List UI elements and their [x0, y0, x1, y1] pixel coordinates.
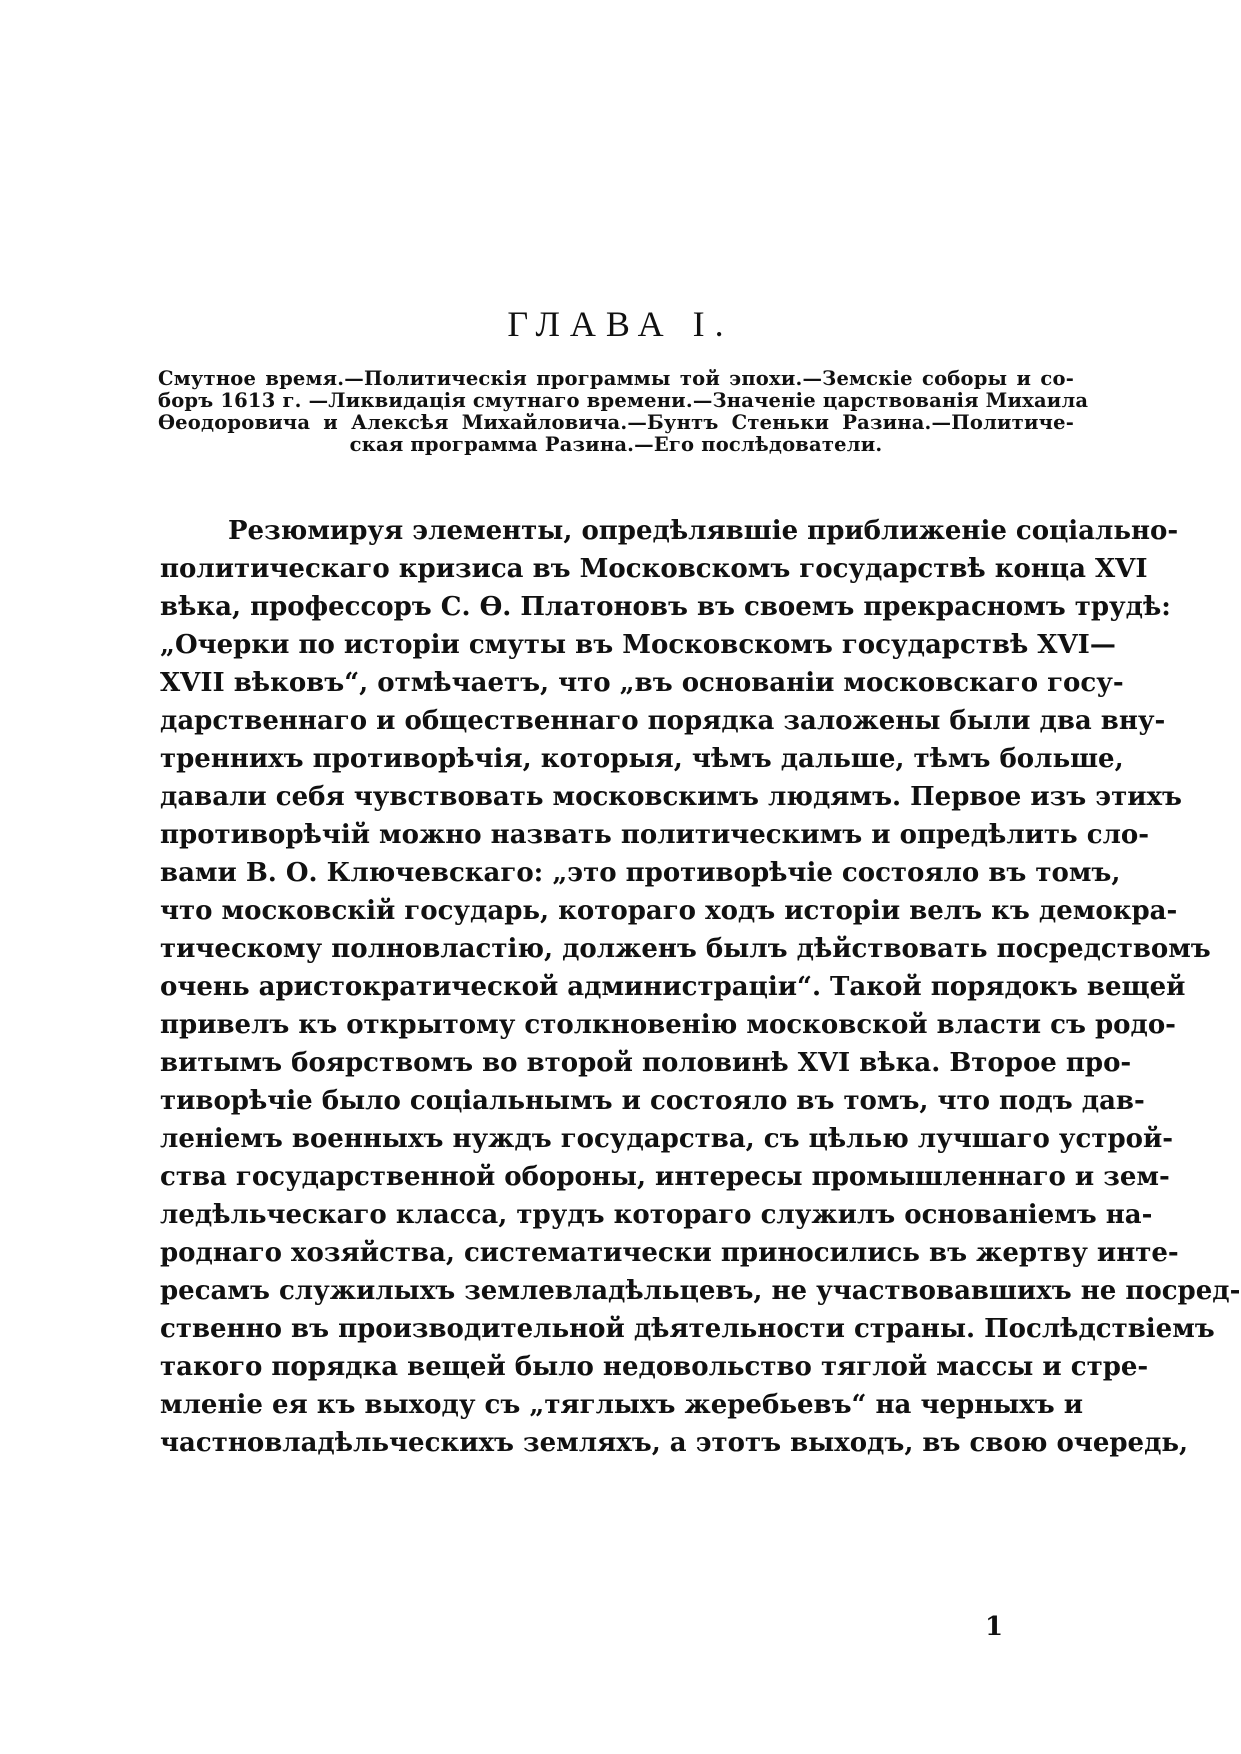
text-line: Резюмируя элементы, опредѣлявшіе приближеніе соціально-	[228, 516, 1179, 546]
text-line: мленіе ея къ выходу съ „тяглыхъ жеребьевъ“ на черныхъ и	[160, 1390, 1084, 1420]
text-line: роднаго хозяйства, систематически приносились въ жертву инте-	[160, 1238, 1179, 1268]
body-paragraph	[160, 512, 1241, 1462]
text-line: вами В. О. Ключевскаго: „это противорѣчіе состояло въ томъ,	[160, 858, 1121, 888]
chapter-title: ГЛАВА I.	[507, 304, 734, 344]
text-line: дарственнаго и общественнаго порядка заложены были два вну-	[160, 706, 1166, 736]
text-line: витымъ боярствомъ во второй половинѣ XVI вѣка. Второе про-	[160, 1048, 1132, 1078]
text-line: ресамъ служилыхъ землевладѣльцевъ, не участвовавшихъ не посред-	[160, 1276, 1241, 1306]
text-line: ледѣльческаго класса, трудъ котораго служилъ основаніемъ на-	[160, 1200, 1153, 1230]
text-line: очень аристократической администраціи“. Такой порядокъ вещей	[160, 972, 1186, 1002]
text-line: „Очерки по исторіи смуты въ Московскомъ государствѣ XVI—	[160, 630, 1116, 660]
text-line: тическому полновластію, долженъ былъ дѣйствовать посредствомъ	[160, 934, 1211, 964]
text-line: такого порядка вещей было недовольство тяглой массы и стре-	[160, 1352, 1149, 1382]
text-line: политическаго кризиса въ Московскомъ государствѣ конца XVI	[160, 554, 1148, 584]
text-line: давали себя чувствовать московскимъ людямъ. Первое изъ этихъ	[160, 782, 1182, 812]
summary-line: Смутное время.—Политическія программы той эпохи.—Земскіе соборы и со-	[158, 367, 1074, 390]
text-line: вѣка, профессоръ С. Ѳ. Платоновъ въ своемъ прекрасномъ трудѣ:	[160, 592, 1171, 622]
text-line: ственно въ производительной дѣятельности страны. Послѣдствіемъ	[160, 1314, 1215, 1344]
summary-line: Ѳеодоровича и Алексѣя Михайловича.—Бунтъ Стеньки Разина.—Политиче-	[158, 411, 1074, 434]
text-line: привелъ къ открытому столкновенію московской власти съ родо-	[160, 1010, 1176, 1040]
chapter-summary	[158, 367, 1089, 456]
text-line: противорѣчій можно назвать политическимъ и опредѣлить сло-	[160, 820, 1150, 850]
summary-line: боръ 1613 г. —Ликвидація смутнаго времени.—Значеніе царствованія Михаила	[158, 389, 1089, 412]
text-line: ства государственной обороны, интересы промышленнаго и зем-	[160, 1162, 1170, 1192]
text-line: леніемъ военныхъ нуждъ государства, съ цѣлью лучшаго устрой-	[160, 1124, 1174, 1154]
text-line: тиворѣчіе было соціальнымъ и состояло въ томъ, что подъ дав-	[160, 1086, 1145, 1116]
text-line: треннихъ противорѣчія, которыя, чѣмъ дальше, тѣмъ больше,	[160, 744, 1124, 774]
summary-line: ская программа Разина.—Его послѣдователи.	[349, 433, 883, 456]
text-line: что московскій государь, котораго ходъ исторіи велъ къ демокра-	[160, 896, 1178, 926]
text-line: XVII вѣковъ“, отмѣчаетъ, что „въ основаніи московскаго госу-	[160, 668, 1124, 698]
text-line: частновладѣльческихъ земляхъ, а этотъ выходъ, въ свою очередь,	[160, 1428, 1189, 1458]
page-number: 1	[985, 1612, 1004, 1642]
